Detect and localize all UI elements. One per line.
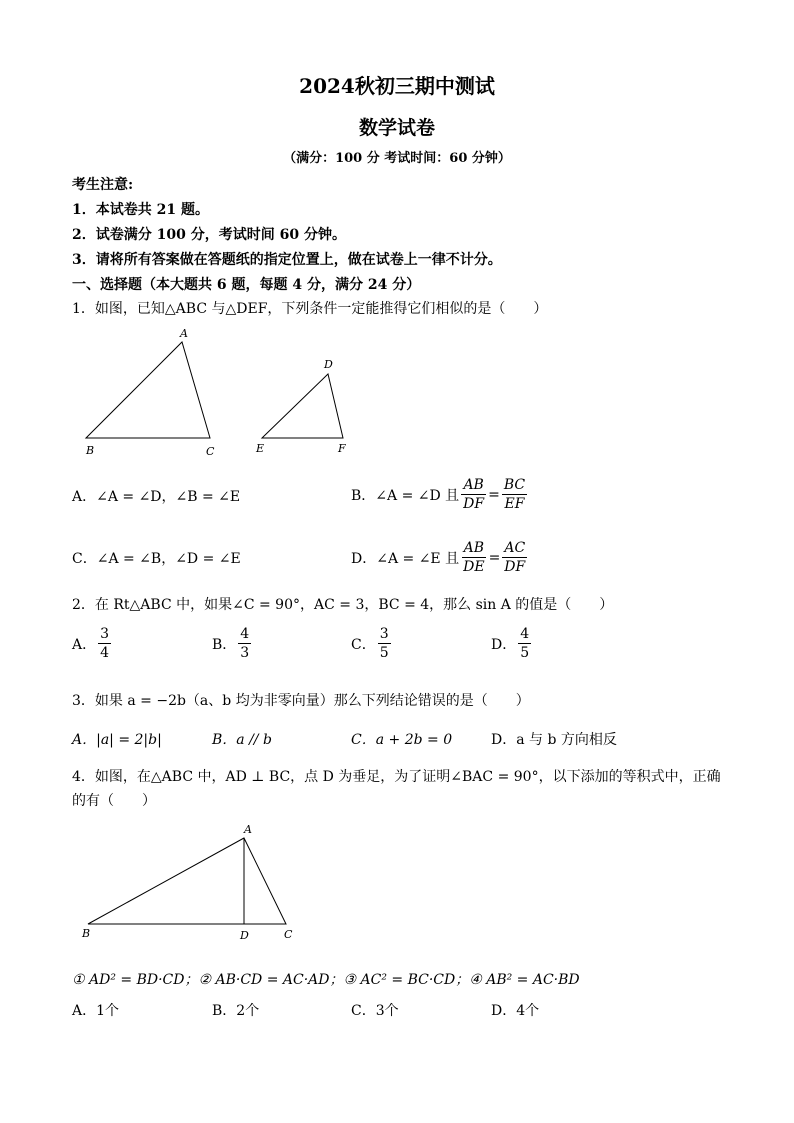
q1-option-d-prefix: D．∠A = ∠E 且	[351, 550, 460, 567]
fraction: $\frac{AC}{DF}$	[504, 540, 526, 575]
q2-option-d: D． $\frac{4}{5}$	[491, 626, 530, 661]
q1-figure	[72, 322, 372, 462]
q4-option-b: B．2个	[212, 1003, 260, 1019]
q3-option-b: B．a // b	[212, 732, 272, 748]
exam-meta: （满分：100 分 考试时间：60 分钟）	[283, 151, 511, 166]
q3-option-d: D．a 与 b 方向相反	[491, 732, 617, 748]
fraction: $\frac{BC}{EF}$	[503, 477, 526, 512]
q1-option-a: A．∠A = ∠D，∠B = ∠E	[72, 489, 241, 505]
q1-option-c: C．∠A = ∠B，∠D = ∠E	[72, 551, 241, 567]
label-a: A	[180, 327, 188, 340]
fraction: $\frac{3}{5}$	[379, 626, 389, 661]
notice-item: 2．试卷满分 100 分，考试时间 60 分钟。	[72, 227, 346, 243]
question-3-stem: 3．如果 a = −2b（a、b 均为非零向量）那么下列结论错误的是（ ）	[72, 693, 530, 709]
notice-item: 3．请将所有答案做在答题纸的指定位置上，做在试卷上一律不计分。	[72, 252, 502, 268]
question-4-stem: 4．如图，在△ABC 中，AD ⊥ BC，点 D 为垂足，为了证明∠BAC = 90°，以下添加的等积式中，正确	[72, 769, 721, 785]
question-1-stem: 1．如图，已知△ABC 与△DEF，下列条件一定能推得它们相似的是（ ）	[72, 301, 548, 317]
fraction: $\frac{4}{3}$	[240, 626, 250, 661]
fraction: $\frac{4}{5}$	[520, 626, 530, 661]
page-title: 2024秋初三期中测试	[299, 74, 495, 98]
q3-option-c: C．a + 2b = 0	[351, 732, 453, 748]
label-c: C	[206, 445, 215, 458]
q1-option-d	[351, 539, 529, 576]
triangle-abc	[86, 342, 210, 438]
fraction: $\frac{AB}{DE}$	[463, 540, 485, 575]
q2-option-b: B． $\frac{4}{3}$	[212, 626, 250, 661]
equals-sign: =	[488, 486, 500, 503]
label-f: F	[338, 442, 346, 455]
equals-sign: =	[488, 549, 501, 566]
q2-option-a: A． $\frac{3}{4}$	[72, 626, 110, 661]
q3-option-a: A．|a| = 2|b|	[72, 732, 162, 748]
section-heading: 一、选择题（本大题共 6 题，每题 4 分，满分 24 分）	[72, 277, 421, 293]
q4-conditions: ① AD² = BD·CD；② AB·CD = AC·AD；③ AC² = BC·CD；④ AB² = AC·BD	[72, 972, 580, 988]
label-b: B	[86, 444, 95, 457]
q4-option-d: D．4个	[491, 1003, 540, 1019]
label-a: A	[244, 823, 252, 836]
triangle-def	[262, 374, 343, 438]
q4-option-c: C．3个	[351, 1003, 399, 1019]
label-b: B	[82, 927, 91, 940]
triangle-abc	[88, 838, 286, 924]
fraction: $\frac{AB}{DF}$	[463, 477, 485, 512]
label-d: D	[324, 358, 333, 371]
page-subtitle: 数学试卷	[358, 117, 435, 139]
q2-option-c: C． $\frac{3}{5}$	[351, 626, 389, 661]
q1-option-b-prefix: B．∠A = ∠D 且	[351, 487, 460, 504]
notice-item: 1．本试卷共 21 题。	[72, 202, 209, 218]
label-e: E	[256, 442, 265, 455]
q4-option-a: A．1个	[72, 1003, 120, 1019]
label-c: C	[284, 928, 293, 941]
notice-heading: 考生注意:	[72, 177, 134, 193]
question-4-stem-cont: 的有（ ）	[72, 793, 156, 809]
label-d: D	[240, 929, 249, 942]
fraction: $\frac{3}{4}$	[100, 626, 110, 661]
q1-option-b	[351, 476, 529, 513]
question-2-stem: 2．在 Rt△ABC 中，如果∠C = 90°，AC = 3，BC = 4，那么 sin A 的值是（ ）	[72, 597, 614, 613]
q4-figure	[72, 818, 312, 946]
